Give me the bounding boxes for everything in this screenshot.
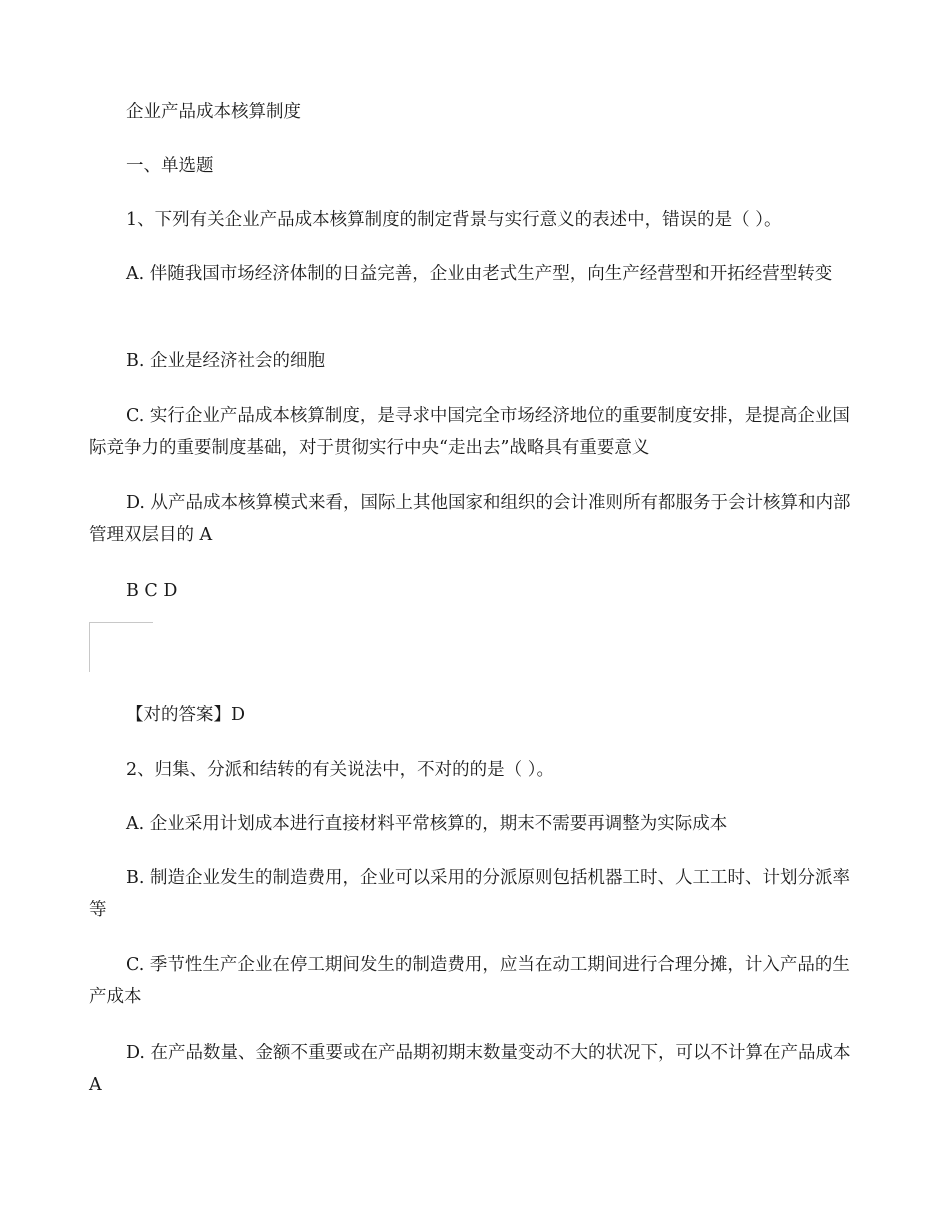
question-1-stem: 1、下列有关企业产品成本核算制度的制定背景与实行意义的表述中，错误的是（ ）。 <box>126 210 782 230</box>
question-2-option-b: B. 制造企业发生的制造费用，企业可以采用的分派原则包括机器工时、人工工时、计划分派率等 <box>89 868 850 920</box>
question-2-option-c: C. 季节性生产企业在停工期间发生的制造费用，应当在动工期间进行合理分摊，计入产品的生产成本 <box>89 955 850 1007</box>
question-2-stem: 2、归集、分派和结转的有关说法中，不对的的是（ ）。 <box>126 760 554 780</box>
section-heading: 一、单选题 <box>126 156 214 176</box>
question-1-option-a: A. 伴随我国市场经济体制的日益完善，企业由老式生产型，向生产经营型和开拓经营型转变 <box>126 264 833 284</box>
question-1-answer: 【对的答案】D <box>126 705 246 725</box>
question-1-choice-letters: B C D <box>126 581 178 601</box>
question-2-option-a: A. 企业采用计划成本进行直接材料平常核算的，期末不需要再调整为实际成本 <box>126 814 728 834</box>
question-2-option-d: D. 在产品数量、金额不重要或在产品期初期末数量变动不大的状况下，可以不计算在产品成本 A <box>89 1043 851 1095</box>
text-boundary-marker <box>89 622 153 672</box>
question-1-option-b: B. 企业是经济社会的细胞 <box>126 351 325 371</box>
document-title: 企业产品成本核算制度 <box>126 102 301 122</box>
question-1-option-d: D. 从产品成本核算模式来看，国际上其他国家和组织的会计准则所有都服务于会计核算和内部管理双层目的 A <box>89 493 851 545</box>
question-1-option-c: C. 实行企业产品成本核算制度，是寻求中国完全市场经济地位的重要制度安排，是提高企业国际竞争力的重要制度基础，对于贯彻实行中央“走出去”战略具有重要意义 <box>89 406 850 458</box>
